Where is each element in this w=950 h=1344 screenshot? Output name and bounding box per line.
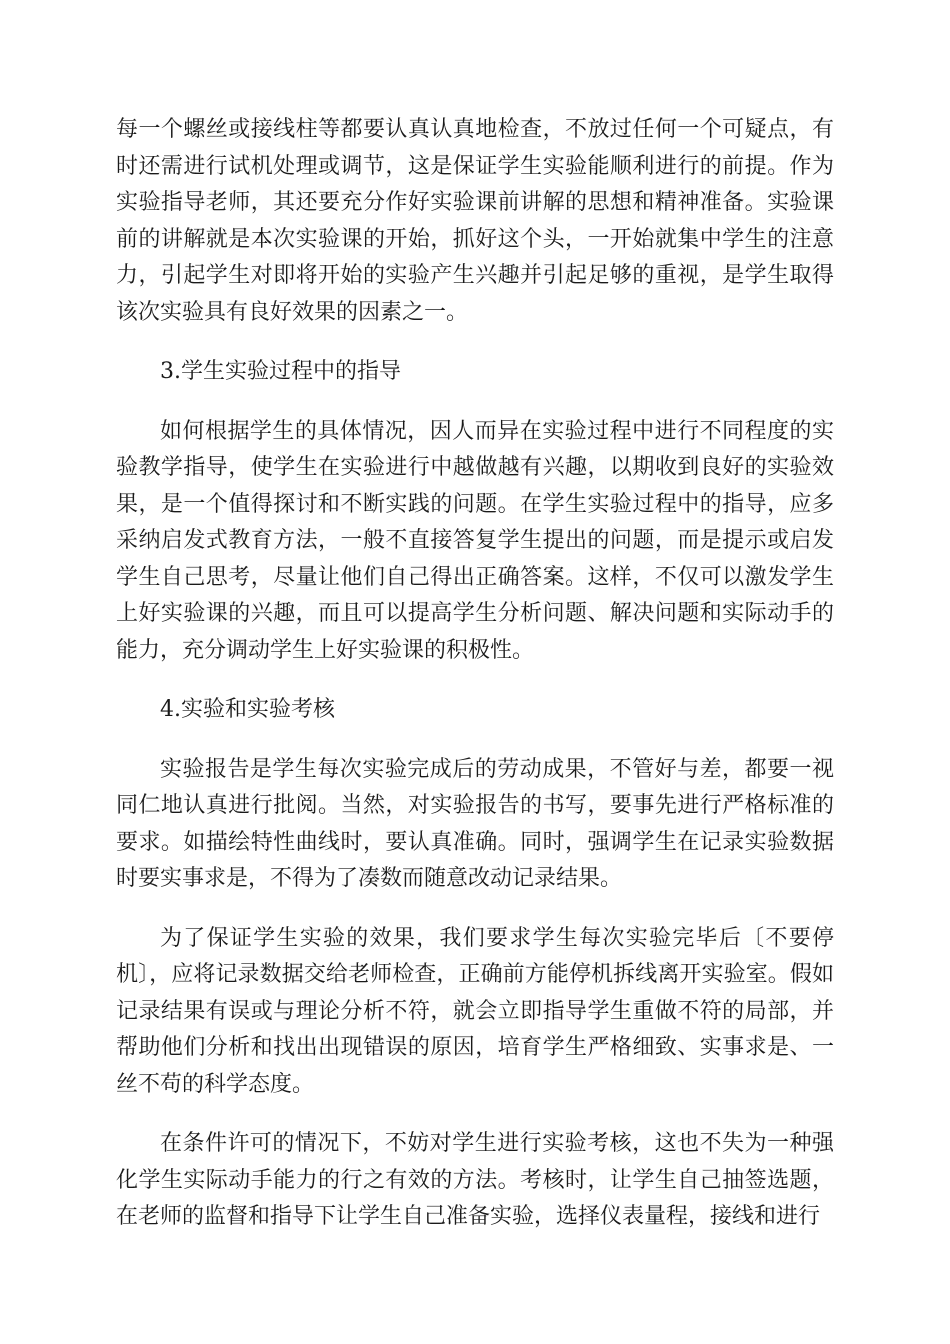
paragraph-report: 实验报告是学生每次实验完成后的劳动成果，不管好与差，都要一视同仁地认真进行批阅。当然，对实验报告的书写，要事先进行严格标准的要求。如描绘特性曲线时，要认真准确。同时，强调学生在记录实验数据时要实事求是，不得为了凑数而随意改动记录结果。 xyxy=(116,756,834,891)
paragraph-continued: 每一个螺丝或接线柱等都要认真认真地检查，不放过任何一个可疑点，有时还需进行试机处理或调节，这是保证学生实验能顺利进行的前提。作为实验指导老师，其还要充分作好实验课前讲解的思想和精神准备。实验课前的讲解就是本次实验课的开始，抓好这个头，一开始就集中学生的注意力，引起学生对即将开始的实验产生兴趣并引起足够的重视，是学生取得该次实验具有良好效果的因素之一。 xyxy=(116,117,834,325)
paragraph-guidance: 如何根据学生的具体情况，因人而异在实验过程中进行不同程度的实验教学指导，使学生在实验进行中越做越有兴趣，以期收到良好的实验效果，是一个值得探讨和不断实践的问题。在学生实验过程中的指导，应多采纳启发式教育方法，一般不直接答复学生提出的问题，而是提示或启发学生自己思考，尽量让他们自己得出正确答案。这样，不仅可以激发学生上好实验课的兴趣，而且可以提高学生分析问题、解决问题和实际动手的能力，充分调动学生上好实验课的积极性。 xyxy=(116,418,834,663)
paragraph-exam: 在条件许可的情况下，不妨对学生进行实验考核，这也不失为一种强化学生实际动手能力的行之有效的方法。考核时，让学生自己抽签选题，在老师的监督和指导下让学生自己准备实验，选择仪表量程，接线和进行 xyxy=(116,1131,834,1229)
paragraph-check: 为了保证学生实验的效果，我们要求学生每次实验完毕后〔不要停机〕，应将记录数据交给老师检查，正确前方能停机拆线离开实验室。假如记录结果有误或与理论分析不符，就会立即指导学生重做不符的局部，并帮助他们分析和找出出现错误的原因，培育学生严格细致、实事求是、一丝不苟的科学态度。 xyxy=(116,925,834,1097)
section-heading-4: 4.实验和实验考核 xyxy=(160,697,335,722)
section-heading-3: 3.学生实验过程中的指导 xyxy=(160,359,401,384)
document-body xyxy=(116,112,834,1259)
